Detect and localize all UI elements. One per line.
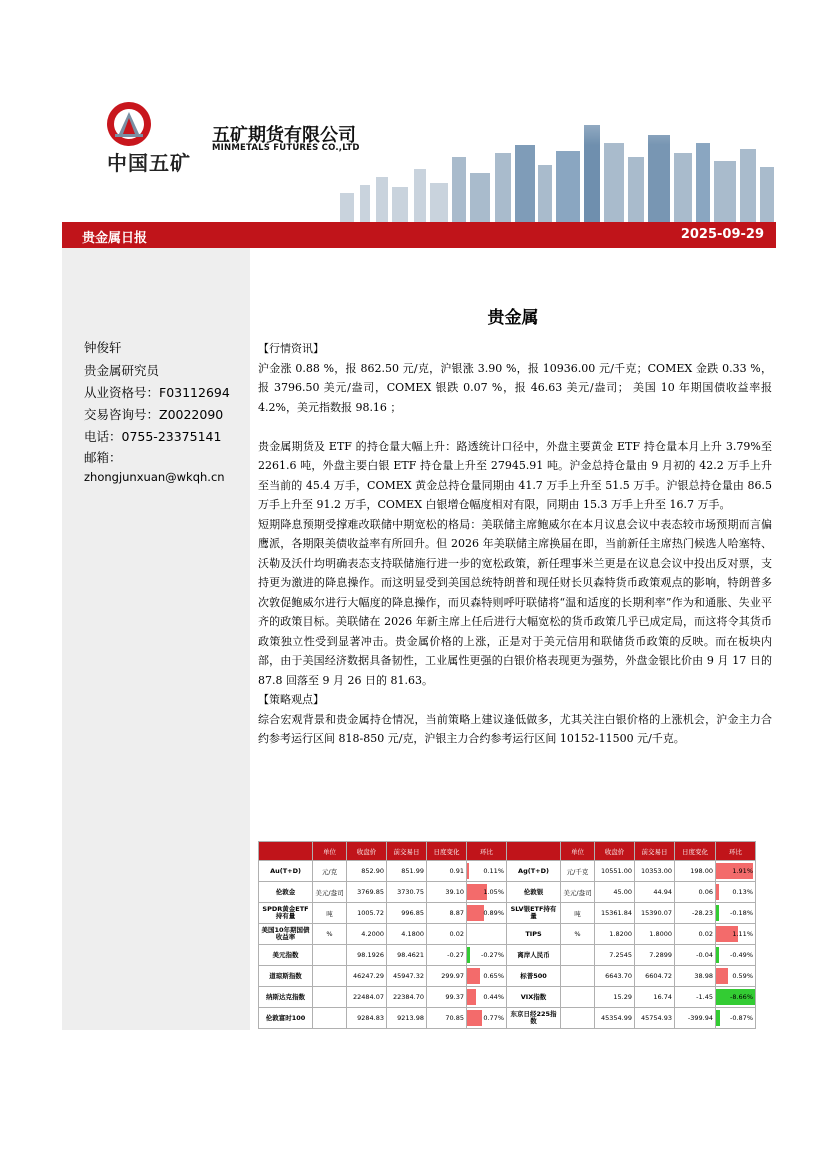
cell-unit: [313, 966, 347, 987]
cell-name: 离岸人民币: [507, 945, 561, 966]
cell-unit: 元/克: [313, 861, 347, 882]
city-skyline-image: [330, 95, 775, 223]
cell-chg: -0.04: [675, 945, 716, 966]
cell-unit: 元/千克: [561, 861, 595, 882]
cell-prev: 15390.07: [635, 903, 675, 924]
cell-pct: [467, 903, 507, 924]
cell-name: 伦敦富时100: [259, 1008, 313, 1029]
table-row: [259, 987, 756, 1008]
cell-prev: 3730.75: [387, 882, 427, 903]
cell-prev: 9213.98: [387, 1008, 427, 1029]
cell-prev: 996.85: [387, 903, 427, 924]
report-date: 2025-09-29: [680, 227, 764, 242]
pct-bar: [467, 905, 484, 921]
cell-prev: 44.94: [635, 882, 675, 903]
cell-pct: [716, 1008, 756, 1029]
table-header-row: [259, 842, 756, 861]
market-info-paragraph: 沪金涨 0.88 %，报 862.50 元/克，沪银涨 3.90 %，报 10936.00 元/千克；COMEX 金跌 0.33 %，报 3796.50 美元/盎司，COMEX 银跌 0.07 %，报 46.63 美元/盎司； 美国 10 年期国债收益率报 4.2%，美元指数报 98.16 ；: [258, 361, 772, 414]
table-row: [259, 1008, 756, 1029]
analyst-role: 贵金属研究员: [84, 363, 160, 378]
header-unit: 单位: [313, 842, 347, 861]
cell-chg: 38.98: [675, 966, 716, 987]
pct-label: -0.49%: [730, 951, 753, 959]
header-pct-right: 环比: [716, 842, 756, 861]
company-name-en: MINMETALS FUTURES CO.,LTD: [212, 143, 360, 153]
header-name: [259, 842, 313, 861]
cell-pct: [716, 945, 756, 966]
report-banner: [62, 222, 776, 248]
cell-unit: [313, 945, 347, 966]
analyst-email-label: 邮箱：: [84, 450, 122, 465]
cell-name: Ag(T+D): [507, 861, 561, 882]
cell-name: 美元指数: [259, 945, 313, 966]
cell-prev: 45754.93: [635, 1008, 675, 1029]
pct-bar: [716, 968, 728, 984]
header-prev: 前交易日: [387, 842, 427, 861]
cell-name: 伦敦金: [259, 882, 313, 903]
table-row: [259, 903, 756, 924]
cell-chg: 0.91: [427, 861, 467, 882]
analyst-email[interactable]: zhongjunxuan@wkqh.cn: [84, 470, 225, 484]
cell-close: 3769.85: [347, 882, 387, 903]
cell-chg: 299.97: [427, 966, 467, 987]
cell-prev: 6604.72: [635, 966, 675, 987]
cell-unit: 美元/盎司: [561, 882, 595, 903]
cell-name: 道琼斯指数: [259, 966, 313, 987]
pct-label: -0.27%: [481, 951, 504, 959]
cell-chg: 0.02: [427, 924, 467, 945]
cell-pct: [467, 1008, 507, 1029]
etf-holdings-paragraph: 贵金属期货及 ETF 的持仓量大幅上升：路透统计口径中，外盘主要黄金 ETF 持仓量本月上升 3.79%至 2261.6 吨，外盘主要白银 ETF 持仓量上升至 27945.91 吨。沪金总持仓量由 9 月初的 42.2 万手上升至当前的 45.4 万手，COMEX 黄金总持仓量同期由 41.7 万手上升至 51.5 万手。沪银总持仓量由 86.5 万手上升至 91.2 万手，COMEX 白银增仓幅度相对有限，同期由 15.3 万手上升至 16.7 万手。: [258, 439, 772, 511]
cell-chg: -0.27: [427, 945, 467, 966]
cell-unit: 吨: [313, 903, 347, 924]
cell-name: 纳斯达克指数: [259, 987, 313, 1008]
header-unit-right: 单位: [561, 842, 595, 861]
analyst-sidebar: [62, 248, 250, 1030]
cell-pct: [716, 903, 756, 924]
cell-name: VIX指数: [507, 987, 561, 1008]
cell-close: 15.29: [595, 987, 635, 1008]
report-name: 贵金属日报: [82, 231, 148, 246]
cell-prev: 98.4621: [387, 945, 427, 966]
cell-pct: [467, 966, 507, 987]
cell-prev: 16.74: [635, 987, 675, 1008]
cell-chg: -399.94: [675, 1008, 716, 1029]
header-close: 收盘价: [347, 842, 387, 861]
cell-name: 伦敦银: [507, 882, 561, 903]
cell-prev: 45947.32: [387, 966, 427, 987]
header-change-right: 日度变化: [675, 842, 716, 861]
cell-close: 852.90: [347, 861, 387, 882]
cell-unit: %: [313, 924, 347, 945]
cell-pct: [467, 945, 507, 966]
logo-text: 中国五矿: [107, 151, 191, 175]
table-row: [259, 945, 756, 966]
cell-chg: 70.85: [427, 1008, 467, 1029]
cell-chg: 99.37: [427, 987, 467, 1008]
cell-pct: [716, 861, 756, 882]
cell-pct: [716, 966, 756, 987]
cell-chg: -28.23: [675, 903, 716, 924]
cell-unit: 美元/盎司: [313, 882, 347, 903]
cell-prev: 22384.70: [387, 987, 427, 1008]
cell-close: 4.2000: [347, 924, 387, 945]
cell-name: 东京日经225指数: [507, 1008, 561, 1029]
table-row: [259, 966, 756, 987]
strategy-paragraph: 综合宏观背景和贵金属持仓情况，当前策略上建议逢低做多，尤其关注白银价格的上涨机会，沪金主力合约参考运行区间 818-850 元/克，沪银主力合约参考运行区间 10152-11500 元/千克。: [258, 712, 772, 745]
table-row: [259, 861, 756, 882]
pct-label: 0.44%: [483, 993, 504, 1001]
cell-name: 美国10年期国债收益率: [259, 924, 313, 945]
cell-pct: [716, 987, 756, 1008]
cell-unit: [561, 945, 595, 966]
pct-bar: [467, 989, 476, 1005]
analyst-consult-no: 交易咨询号：Z0022090: [84, 407, 224, 422]
cell-unit: [561, 987, 595, 1008]
cell-close: 46247.29: [347, 966, 387, 987]
cell-name: Au(T+D): [259, 861, 313, 882]
pct-bar: [467, 947, 470, 963]
cell-unit: [313, 1008, 347, 1029]
cell-close: 1.8200: [595, 924, 635, 945]
header-close-right: 收盘价: [595, 842, 635, 861]
header-name-right: [507, 842, 561, 861]
pct-bar: [716, 1010, 720, 1026]
pct-label: 0.11%: [483, 867, 504, 875]
company-name-cn: 五矿期货有限公司: [212, 125, 356, 146]
cell-chg: -1.45: [675, 987, 716, 1008]
cell-close: 98.1926: [347, 945, 387, 966]
pct-bar: [716, 905, 719, 921]
pct-bar: [716, 947, 719, 963]
pct-label: 0.77%: [483, 1014, 504, 1022]
cell-close: 15361.84: [595, 903, 635, 924]
pct-label: 1.91%: [732, 867, 753, 875]
pct-label: 1.05%: [483, 888, 504, 896]
cell-pct: [716, 924, 756, 945]
analyst-phone: 电话：0755-23375141: [84, 429, 222, 444]
cell-prev: 10353.00: [635, 861, 675, 882]
header-pct: 环比: [467, 842, 507, 861]
header-change: 日度变化: [427, 842, 467, 861]
table-row: [259, 924, 756, 945]
pct-bar: [467, 1010, 482, 1026]
pct-bar: [716, 884, 719, 900]
cell-close: 6643.70: [595, 966, 635, 987]
cell-close: 22484.07: [347, 987, 387, 1008]
cell-unit: 吨: [561, 903, 595, 924]
pct-label: 0.13%: [732, 888, 753, 896]
pct-label: -8.66%: [730, 993, 753, 1001]
cell-chg: 0.02: [675, 924, 716, 945]
market-data-table: [258, 841, 756, 1029]
cell-pct: [467, 987, 507, 1008]
analyst-name: 钟俊轩: [84, 340, 122, 355]
pct-bar: [467, 863, 469, 879]
cell-pct: [467, 882, 507, 903]
table-row: [259, 882, 756, 903]
cell-name: SPDR黄金ETF持有量: [259, 903, 313, 924]
cell-pct: [467, 861, 507, 882]
minmetals-logo-icon: [105, 100, 153, 148]
analyst-license: 从业资格号：F03112694: [84, 385, 230, 400]
rate-outlook-paragraph: 短期降息预期受撑难改联储中期宽松的格局：美联储主席鲍威尔在本月议息会议中表态较市场预期而言偏鹰派，各期限美债收益率有所回升。但 2026 年美联储主席换届在即，当前新任主席热门候选人哈塞特、沃勒及沃什均明确表态支持联储施行进一步的宽松政策，新任理事米兰更是在议息会议中投出反对票，支持更为激进的降息操作。而这明显受到美国总统特朗普和现任财长贝森特货币政策观点的影响，特朗普多次敦促鲍威尔进行大幅度的降息操作，而贝森特则呼吁联储将“温和适度的长期利率”作为和通胀、失业平齐的政策目标。美联储在 2026 年新主席上任后进行大幅宽松的货币政策几乎已成定局，而这将令其货币政策独立性受到显著冲击。贵金属价格的上涨，正是对于美元信用和联储货币政策的反映。而在板块内部，由于美国经济数据具备韧性，工业属性更强的白银价格表现更为强势，外盘金银比价由 9 月 17 日的 87.8 回落至 9 月 26 日的 81.63。: [258, 517, 772, 687]
report-content: [258, 339, 772, 749]
section-heading-market: 【行情资讯】: [258, 342, 324, 355]
cell-unit: [561, 966, 595, 987]
cell-name: TIPS: [507, 924, 561, 945]
section-heading-strategy: 【策略观点】: [258, 693, 324, 706]
cell-pct: [716, 882, 756, 903]
cell-close: 1005.72: [347, 903, 387, 924]
cell-close: 7.2545: [595, 945, 635, 966]
cell-chg: 0.06: [675, 882, 716, 903]
cell-name: SLV银ETF持有量: [507, 903, 561, 924]
pct-bar: [467, 968, 480, 984]
cell-chg: 198.00: [675, 861, 716, 882]
cell-unit: [561, 1008, 595, 1029]
pct-label: -0.87%: [730, 1014, 753, 1022]
pct-label: -0.18%: [730, 909, 753, 917]
cell-chg: 8.87: [427, 903, 467, 924]
cell-unit: %: [561, 924, 595, 945]
cell-name: 标普500: [507, 966, 561, 987]
cell-close: 9284.83: [347, 1008, 387, 1029]
cell-prev: 4.1800: [387, 924, 427, 945]
header-prev-right: 前交易日: [635, 842, 675, 861]
pct-label: 0.89%: [483, 909, 504, 917]
cell-close: 45354.99: [595, 1008, 635, 1029]
pct-label: 0.59%: [732, 972, 753, 980]
pct-label: 0.65%: [483, 972, 504, 980]
cell-chg: 39.10: [427, 882, 467, 903]
cell-pct: [467, 924, 507, 945]
pct-label: 1.11%: [732, 930, 753, 938]
cell-prev: 1.8000: [635, 924, 675, 945]
cell-prev: 7.2899: [635, 945, 675, 966]
cell-prev: 851.99: [387, 861, 427, 882]
page-title: 贵金属: [487, 308, 539, 328]
cell-close: 45.00: [595, 882, 635, 903]
cell-unit: [313, 987, 347, 1008]
cell-close: 10551.00: [595, 861, 635, 882]
